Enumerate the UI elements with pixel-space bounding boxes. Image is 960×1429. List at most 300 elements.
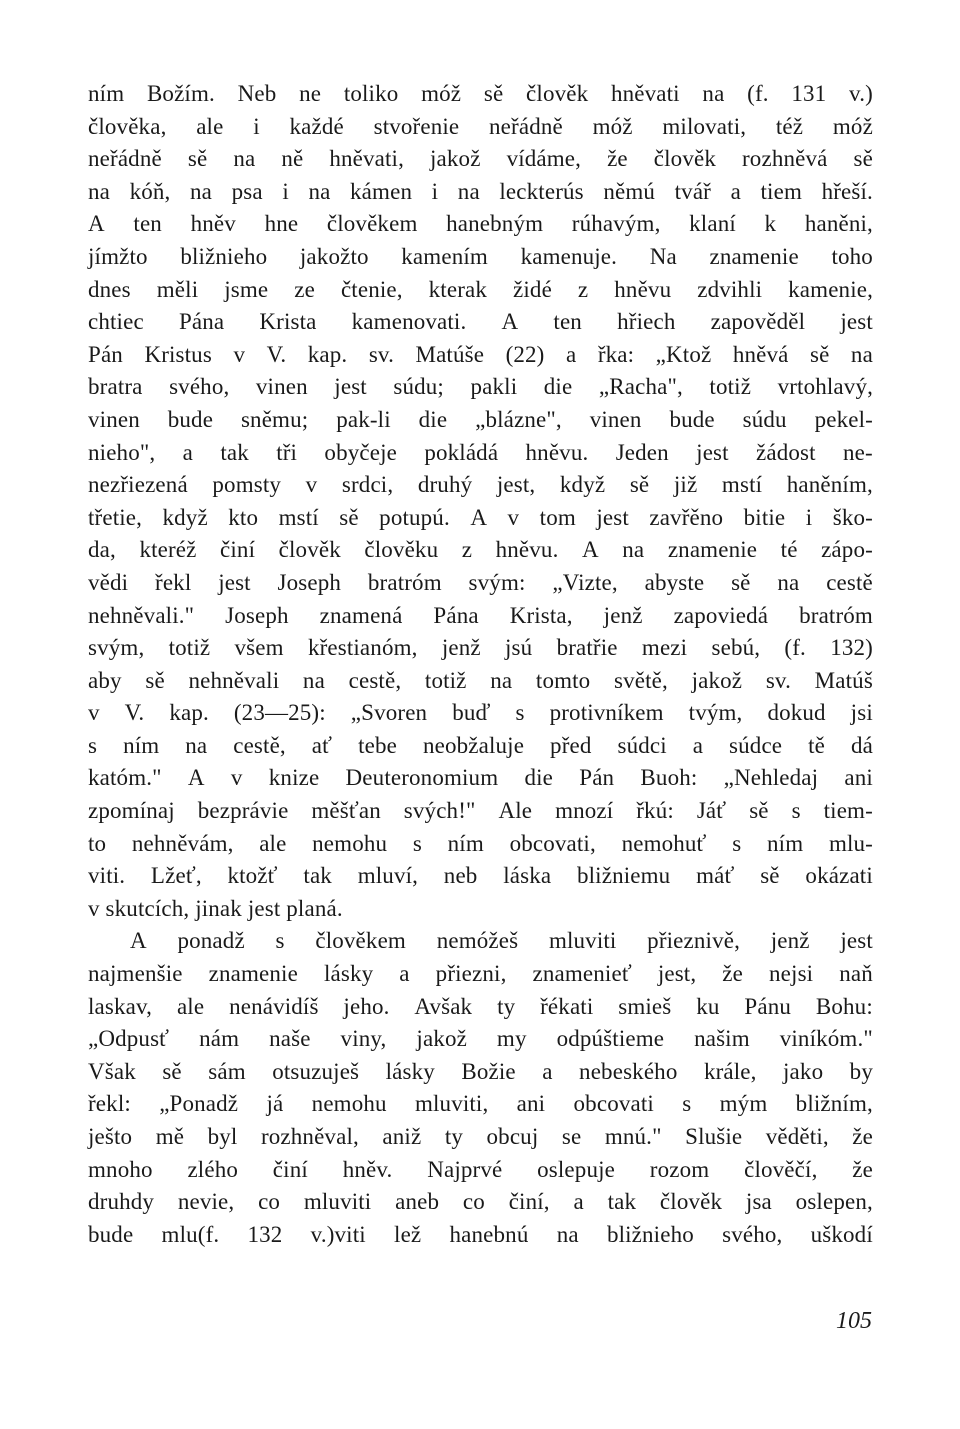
word: jímžto [88, 243, 148, 269]
word: ne [299, 81, 322, 106]
word: byl [207, 1124, 238, 1149]
word: Joseph [225, 602, 289, 628]
word: jest [334, 374, 367, 400]
word: smieš [618, 993, 672, 1019]
word: na [233, 146, 256, 172]
word: Avšak [414, 993, 473, 1019]
word: nehněvám, [131, 830, 234, 856]
word: sebú, [711, 635, 761, 661]
word: haněni, [804, 211, 873, 237]
word: stvořenie [373, 113, 460, 139]
word: kámen [350, 178, 413, 204]
word: s [275, 928, 285, 954]
word: ale [259, 830, 287, 856]
text-line [88, 958, 873, 991]
word: přiezni, [435, 961, 507, 987]
word: na [622, 537, 645, 563]
word: ten [133, 211, 162, 237]
word: kterak [428, 276, 488, 302]
word: sv. [368, 341, 394, 367]
word: dokud [767, 700, 826, 726]
word: my [496, 1026, 527, 1052]
word: ne- [843, 439, 873, 465]
text-line [88, 1088, 873, 1121]
word: oslepen, [795, 1189, 873, 1215]
word: nemóžeš [436, 928, 519, 954]
word: bratra [88, 374, 143, 400]
word: ním [88, 81, 125, 106]
word: jakož [416, 1026, 467, 1052]
word: neřádně [88, 146, 162, 172]
word: bude [88, 1221, 134, 1247]
text-line [88, 274, 873, 307]
word: súdci [617, 732, 667, 758]
word: pak-li [336, 406, 391, 432]
word: A [187, 765, 205, 791]
word: aniž [382, 1124, 422, 1149]
word: A [582, 537, 599, 563]
word: ním [447, 830, 484, 856]
word: když [162, 504, 208, 530]
word: 131 [791, 81, 827, 106]
word: mnoho [88, 1156, 153, 1182]
word: nezřiezená [88, 472, 188, 498]
text-line [88, 469, 873, 502]
word: tvář [674, 178, 711, 204]
word: sě [853, 146, 873, 172]
word: na [302, 667, 325, 693]
word: odpúštieme [556, 1026, 665, 1052]
word: sv. [765, 667, 791, 693]
word: vinen [255, 374, 308, 400]
word: (23—25): [233, 700, 326, 726]
word: jakožto [299, 243, 369, 269]
word: sě [731, 569, 751, 595]
text-line [88, 567, 873, 600]
word: ško- [832, 504, 873, 530]
word: člověk [653, 146, 716, 172]
text-line [88, 730, 873, 763]
word: Pán [88, 341, 123, 367]
word: ponadž [177, 928, 245, 954]
word: V. [124, 700, 145, 726]
word: móž [592, 113, 633, 139]
word: před [550, 732, 592, 758]
word: s [791, 798, 801, 824]
word: člověku [364, 537, 439, 563]
text-line [88, 78, 873, 111]
word: ně [281, 146, 304, 172]
text-line [88, 697, 873, 730]
text-line [88, 208, 873, 241]
word: (f. [747, 81, 769, 106]
word: kap. [307, 341, 348, 367]
text-line [88, 1219, 873, 1252]
word: a [573, 1189, 584, 1215]
word: pekel- [814, 406, 873, 432]
word: mluviti [303, 1189, 372, 1215]
word: ten [553, 309, 582, 335]
word: súdu [742, 406, 787, 432]
line-text: v skutcích, jinak jest planá. [88, 895, 343, 921]
word: obcovati [573, 1091, 654, 1117]
word: na [850, 341, 873, 367]
word: řka: [597, 341, 635, 367]
word: tiem- [823, 798, 873, 824]
word: člověk [659, 1189, 723, 1215]
word: (f. [784, 635, 806, 661]
word: zavřěno [649, 504, 724, 530]
word: měli [156, 276, 199, 302]
word: hněv [190, 211, 236, 237]
word: jsi [850, 700, 873, 726]
word: jsa [745, 1189, 772, 1215]
word: toho [831, 243, 873, 269]
word: obcuj [486, 1124, 539, 1149]
word: zápo- [821, 537, 873, 563]
word: die [418, 406, 448, 432]
word: cestě [826, 569, 873, 595]
word: nemohuť [621, 830, 707, 856]
word: neřádně [489, 113, 563, 139]
word: jsú [505, 635, 533, 661]
word: přieznivě, [647, 928, 740, 954]
word: činí [272, 1156, 308, 1182]
word: lež [394, 1221, 422, 1247]
word: viti. [88, 863, 126, 889]
word: na [457, 178, 480, 204]
word: všem [234, 635, 284, 661]
word: katóm." [88, 765, 162, 791]
word: Jeden [615, 439, 669, 465]
word: mezi [641, 635, 688, 661]
word: milovati, [662, 113, 747, 139]
word: oslepuje [537, 1156, 615, 1182]
word: znamenieť [532, 961, 632, 987]
word: V. [266, 341, 287, 367]
text-line [88, 665, 873, 698]
word: v.)viti [310, 1221, 366, 1247]
word: věděti, [765, 1124, 829, 1149]
word: hněvu. [495, 537, 559, 563]
text-line [88, 762, 873, 795]
word: mlu- [828, 830, 873, 856]
word: znamenie [667, 537, 758, 563]
word: by [849, 1058, 873, 1084]
word: jest [840, 928, 873, 954]
word: Ale [498, 798, 533, 824]
word: jest [696, 439, 729, 465]
word: i [253, 113, 260, 139]
word: Najprvé [427, 1156, 503, 1182]
word: otsuzuješ [272, 1058, 360, 1084]
word: bude [167, 406, 214, 432]
word: i [282, 178, 289, 204]
word: na [190, 178, 213, 204]
word: nehněvali." [88, 602, 195, 628]
word: sněmu; [240, 406, 309, 432]
word: z [461, 537, 473, 563]
word: znamená [319, 602, 403, 628]
word: nemohu [311, 1091, 387, 1117]
word: haněním, [786, 472, 873, 498]
word: hněvati, [329, 146, 404, 172]
word: svým: [468, 569, 526, 595]
word: okázati [805, 863, 873, 889]
word: jenž [441, 635, 481, 661]
word: sě [162, 1058, 182, 1084]
word: tak [303, 863, 332, 889]
word: kto [228, 504, 259, 530]
word: měšťan [311, 798, 381, 824]
word: viníkóm." [779, 1026, 873, 1052]
word: ním [767, 830, 804, 856]
word: bratřie [556, 635, 618, 661]
word: i [805, 504, 813, 530]
word: hněv. [342, 1156, 393, 1182]
word: totiž [709, 374, 752, 400]
word: Krista [259, 309, 317, 335]
word: toliko [343, 81, 399, 106]
word: nejsi [769, 961, 814, 987]
word: tom [539, 504, 576, 530]
word: na [88, 178, 111, 204]
word: naň [839, 961, 873, 987]
word: pokládá [424, 439, 499, 465]
word: Pánu [744, 993, 792, 1019]
word: rozom [649, 1156, 710, 1182]
word: s [732, 830, 742, 856]
word: svým, [88, 635, 145, 661]
word: tři [276, 439, 298, 465]
word: jenž [603, 602, 643, 628]
word: „Svoren [350, 700, 428, 726]
word: die [524, 765, 554, 791]
word: křestianóm, [307, 635, 418, 661]
word: zlého [187, 1156, 238, 1182]
word: zapoviedá [673, 602, 769, 628]
word: tě [808, 732, 826, 758]
word: uškodí [810, 1221, 873, 1247]
word: cestě, [233, 732, 286, 758]
word: leckterús [499, 178, 584, 204]
word: činí [220, 537, 256, 563]
word: s [412, 830, 422, 856]
word: aby [88, 667, 122, 693]
word: A [88, 211, 105, 237]
word: jako [783, 1058, 824, 1084]
word: Slušie [685, 1124, 743, 1149]
text-line [88, 1154, 873, 1187]
word: lásky [385, 1058, 435, 1084]
word: našim [694, 1026, 750, 1052]
word: v [233, 341, 246, 367]
text-line [88, 241, 873, 274]
word: máť [696, 863, 735, 889]
word: řekl [155, 569, 192, 595]
word: cestě, [348, 667, 402, 693]
word: řékati [540, 993, 594, 1019]
word: kóň, [129, 178, 171, 204]
word: sě [483, 81, 504, 106]
word: Matúš [814, 667, 873, 693]
word: Bohu: [815, 993, 873, 1019]
word: hněvati [610, 81, 680, 106]
word: abyste [644, 569, 705, 595]
word: s [88, 732, 98, 758]
word: v [230, 765, 243, 791]
word: „Vizte, [552, 569, 618, 595]
body-text [88, 78, 873, 1251]
word: jeho. [343, 993, 390, 1019]
word: kamenuje. [520, 243, 618, 269]
word: třetie, [88, 504, 143, 530]
word: v [507, 504, 520, 530]
word: súdce [729, 732, 783, 758]
word: krále, [703, 1058, 757, 1084]
word: móž [421, 81, 462, 106]
word: A [130, 928, 147, 954]
word: svého, [722, 1221, 783, 1247]
word: jest [840, 309, 873, 335]
word: protivníkem [549, 700, 664, 726]
word: Buoh: [640, 765, 698, 791]
word: jest [596, 504, 629, 530]
word: ani [516, 1091, 546, 1117]
word: die [543, 374, 573, 400]
word: čtenie, [340, 276, 403, 302]
word: obyčeje [324, 439, 397, 465]
word: láska [503, 863, 552, 889]
word: s [515, 700, 525, 726]
word: mstí [721, 472, 763, 498]
word: na [556, 1221, 579, 1247]
page-number: 105 [836, 1308, 872, 1334]
word: „Ponadž [159, 1091, 239, 1117]
word: to [88, 830, 107, 856]
word: že [852, 1156, 873, 1182]
word: jakož [430, 146, 481, 172]
word: zpomínaj [88, 798, 175, 824]
word: vinen [88, 406, 140, 432]
text-line [88, 111, 873, 144]
word: ješto [88, 1124, 133, 1149]
word: bližním, [795, 1091, 873, 1117]
paragraph [88, 925, 873, 1251]
text-line [88, 143, 873, 176]
word: bližnieho [180, 243, 268, 269]
text-line [88, 991, 873, 1024]
word: na [702, 81, 725, 106]
word: (22) [505, 341, 545, 367]
word: druhý [417, 472, 473, 498]
word: vědi [88, 569, 129, 595]
word: „Racha", [598, 374, 683, 400]
word: Matúše [415, 341, 485, 367]
text-line [88, 632, 873, 665]
text-line [88, 600, 873, 633]
word: ale [176, 993, 205, 1019]
word: chtiec [88, 309, 144, 335]
word: ním [123, 732, 160, 758]
word: 132 [247, 1221, 283, 1247]
word: rúhavým, [571, 211, 661, 237]
word: klaní [689, 211, 736, 237]
word: dnes [88, 276, 131, 302]
word: hřiech [617, 309, 676, 335]
word: mlu(f. [161, 1221, 220, 1247]
word: té [780, 537, 798, 563]
text-line [88, 339, 873, 372]
text-line [88, 534, 873, 567]
word: da, [88, 537, 116, 563]
word: psa [231, 178, 263, 204]
word: najmenšie [88, 961, 183, 987]
word: jest [218, 569, 251, 595]
word: kamenie, [788, 276, 873, 302]
word: laskav, [88, 993, 153, 1019]
word: potupú. [379, 504, 450, 530]
word: móž [832, 113, 873, 139]
word: z [577, 276, 589, 302]
word: co [462, 1189, 485, 1215]
word: jest, [657, 961, 697, 987]
word: sě [187, 146, 208, 172]
word: Však [88, 1058, 136, 1084]
word: bratróm [799, 602, 873, 628]
word: 132) [830, 635, 873, 661]
word: nieho", [88, 439, 156, 465]
word: ku [696, 993, 720, 1019]
word: že [852, 1124, 873, 1149]
word: Neb [237, 81, 277, 106]
word: Jáť [696, 798, 727, 824]
word: bližniemu [576, 863, 671, 889]
word: ať [311, 732, 333, 758]
word: rozhněvá [742, 146, 828, 172]
word: totiž [424, 667, 467, 693]
text-line [88, 176, 873, 209]
word: člověka, [88, 113, 167, 139]
word: Lžeť, [150, 863, 202, 889]
word: člověk [526, 81, 589, 106]
word: svých!" [403, 798, 476, 824]
word: kap. [169, 700, 209, 726]
word: ze [294, 276, 315, 302]
word: bitie [743, 504, 786, 530]
word: A [501, 309, 519, 335]
word: tvým, [688, 700, 743, 726]
word: každé [289, 113, 344, 139]
word: „Odpusť [88, 1026, 170, 1052]
word: nebeského [579, 1058, 678, 1084]
text-line [88, 502, 873, 535]
word: člověk [278, 537, 341, 563]
word: A [470, 504, 488, 530]
word: ty [444, 1124, 464, 1149]
word: k [764, 211, 777, 237]
word: nemohu [312, 830, 388, 856]
text-line [88, 371, 873, 404]
word: tak [607, 1189, 637, 1215]
word: jakož [691, 667, 743, 693]
word: zapověděl [710, 309, 806, 335]
word: mě [155, 1124, 185, 1149]
word: buď [452, 700, 491, 726]
word: tak [220, 439, 249, 465]
word: tomto [535, 667, 591, 693]
word: že [722, 961, 743, 987]
